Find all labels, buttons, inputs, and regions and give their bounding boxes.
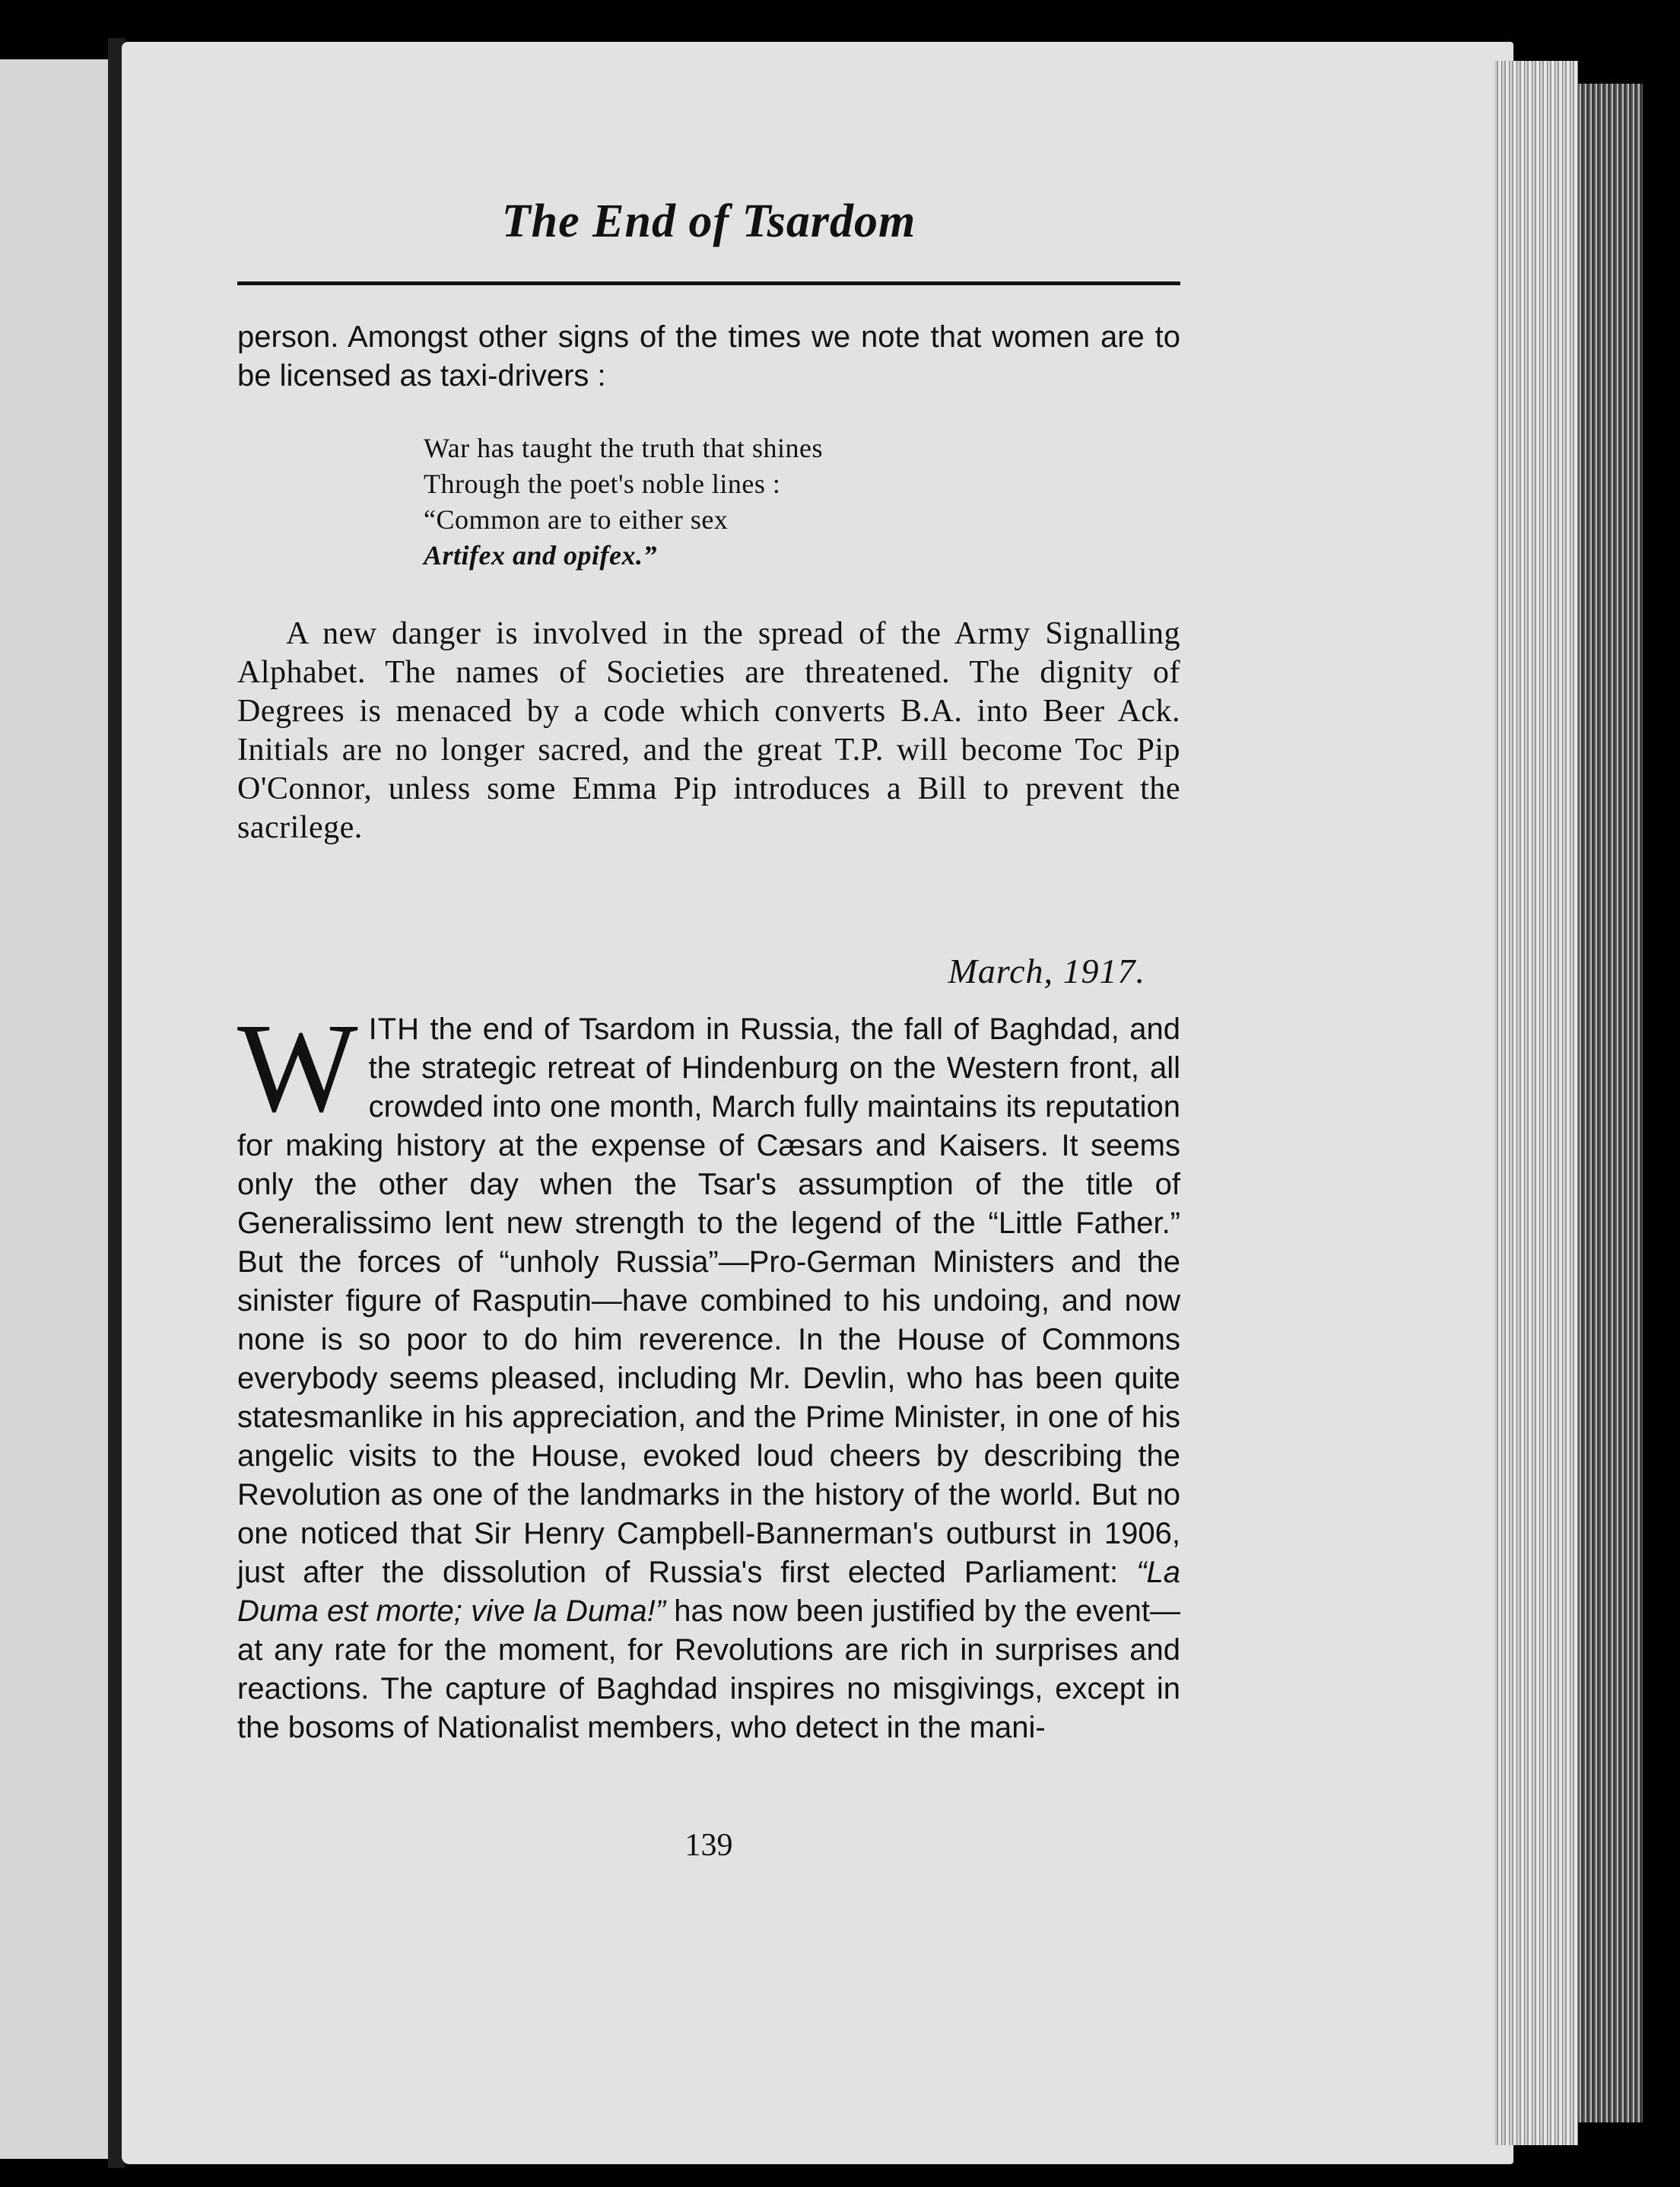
page-number: 139 bbox=[684, 1828, 733, 1863]
paragraph-signalling-alphabet bbox=[237, 615, 1180, 847]
paragraph-text: the end of Tsardom in Russia, the fall of Baghdad, and the strategic retreat of Hindenburg on the Western front, all crowded into one month, March fully maintains its reputation for making history at the expense of Cæsars and Kaisers. It seems only the other day when the Tsar's assumption of the title of Generalissimo lent new strength to the legend of the “Little Father.” But the forces of “unholy Russia”—Pro-German Ministers and the sinister figure of Rasputin—have combined to his undoing, and now none is so poor to do him reverence. In the House of Commons everybody seems pleased, including Mr. Devlin, who has been quite statesmanlike in his appreciation, and the Prime Minister, in one of his angelic visits to the House, evoked loud cheers by describing the Revolution as one of the landmarks in the history of the world. But no one noticed that Sir Henry Campbell-Bannerman's outburst in 1906, just after the dissolution of Russia's first elected Parliament: bbox=[237, 1012, 1180, 1589]
verse-block bbox=[424, 431, 823, 574]
paragraph-end-of-tsardom bbox=[237, 997, 1180, 1747]
lead-word: ITH bbox=[368, 1012, 421, 1046]
verse-line: “Common are to either sex bbox=[424, 504, 729, 535]
verse-line: Artifex and opifex.” bbox=[424, 540, 657, 571]
header-rule bbox=[237, 281, 1180, 285]
dateline: March, 1917. bbox=[948, 952, 1145, 990]
paragraph-text: has now been justified by the event—at any rate for the moment, for Revolutions are rich in surprises and reactions. The capture of Baghdad inspires no misgivings, except in the bosoms of Nationalist members, who detect in the mani- bbox=[237, 1594, 1180, 1744]
cover-edge bbox=[1578, 84, 1643, 2122]
facing-page-edge bbox=[0, 59, 110, 2159]
running-head: The End of Tsardom bbox=[501, 195, 916, 247]
page-block-edges bbox=[1494, 61, 1578, 2145]
verse-line: War has taught the truth that shines bbox=[424, 433, 823, 463]
paragraph-taxi-drivers: person. Amongst other signs of the times we note that women are to be licensed as taxi-drivers : bbox=[237, 320, 1180, 393]
page-content bbox=[237, 0, 1180, 2187]
verse-line: Through the poet's noble lines : bbox=[424, 469, 781, 499]
drop-cap: W bbox=[237, 997, 358, 1139]
duma-quote: “La Duma est morte; vive la Duma!” bbox=[237, 1556, 1180, 1628]
paragraph-text: A new danger is involved in the spread of the Army Signalling Alphabet. The names of Societies are threatened. The dignity of Degrees is menaced by a code which converts B.A. into Beer Ack. Initials are no longer sacred, and the great T.P. will become Toc Pip O'Connor, unless some Emma Pip introduces a Bill to prevent the sacrilege. bbox=[237, 616, 1180, 845]
